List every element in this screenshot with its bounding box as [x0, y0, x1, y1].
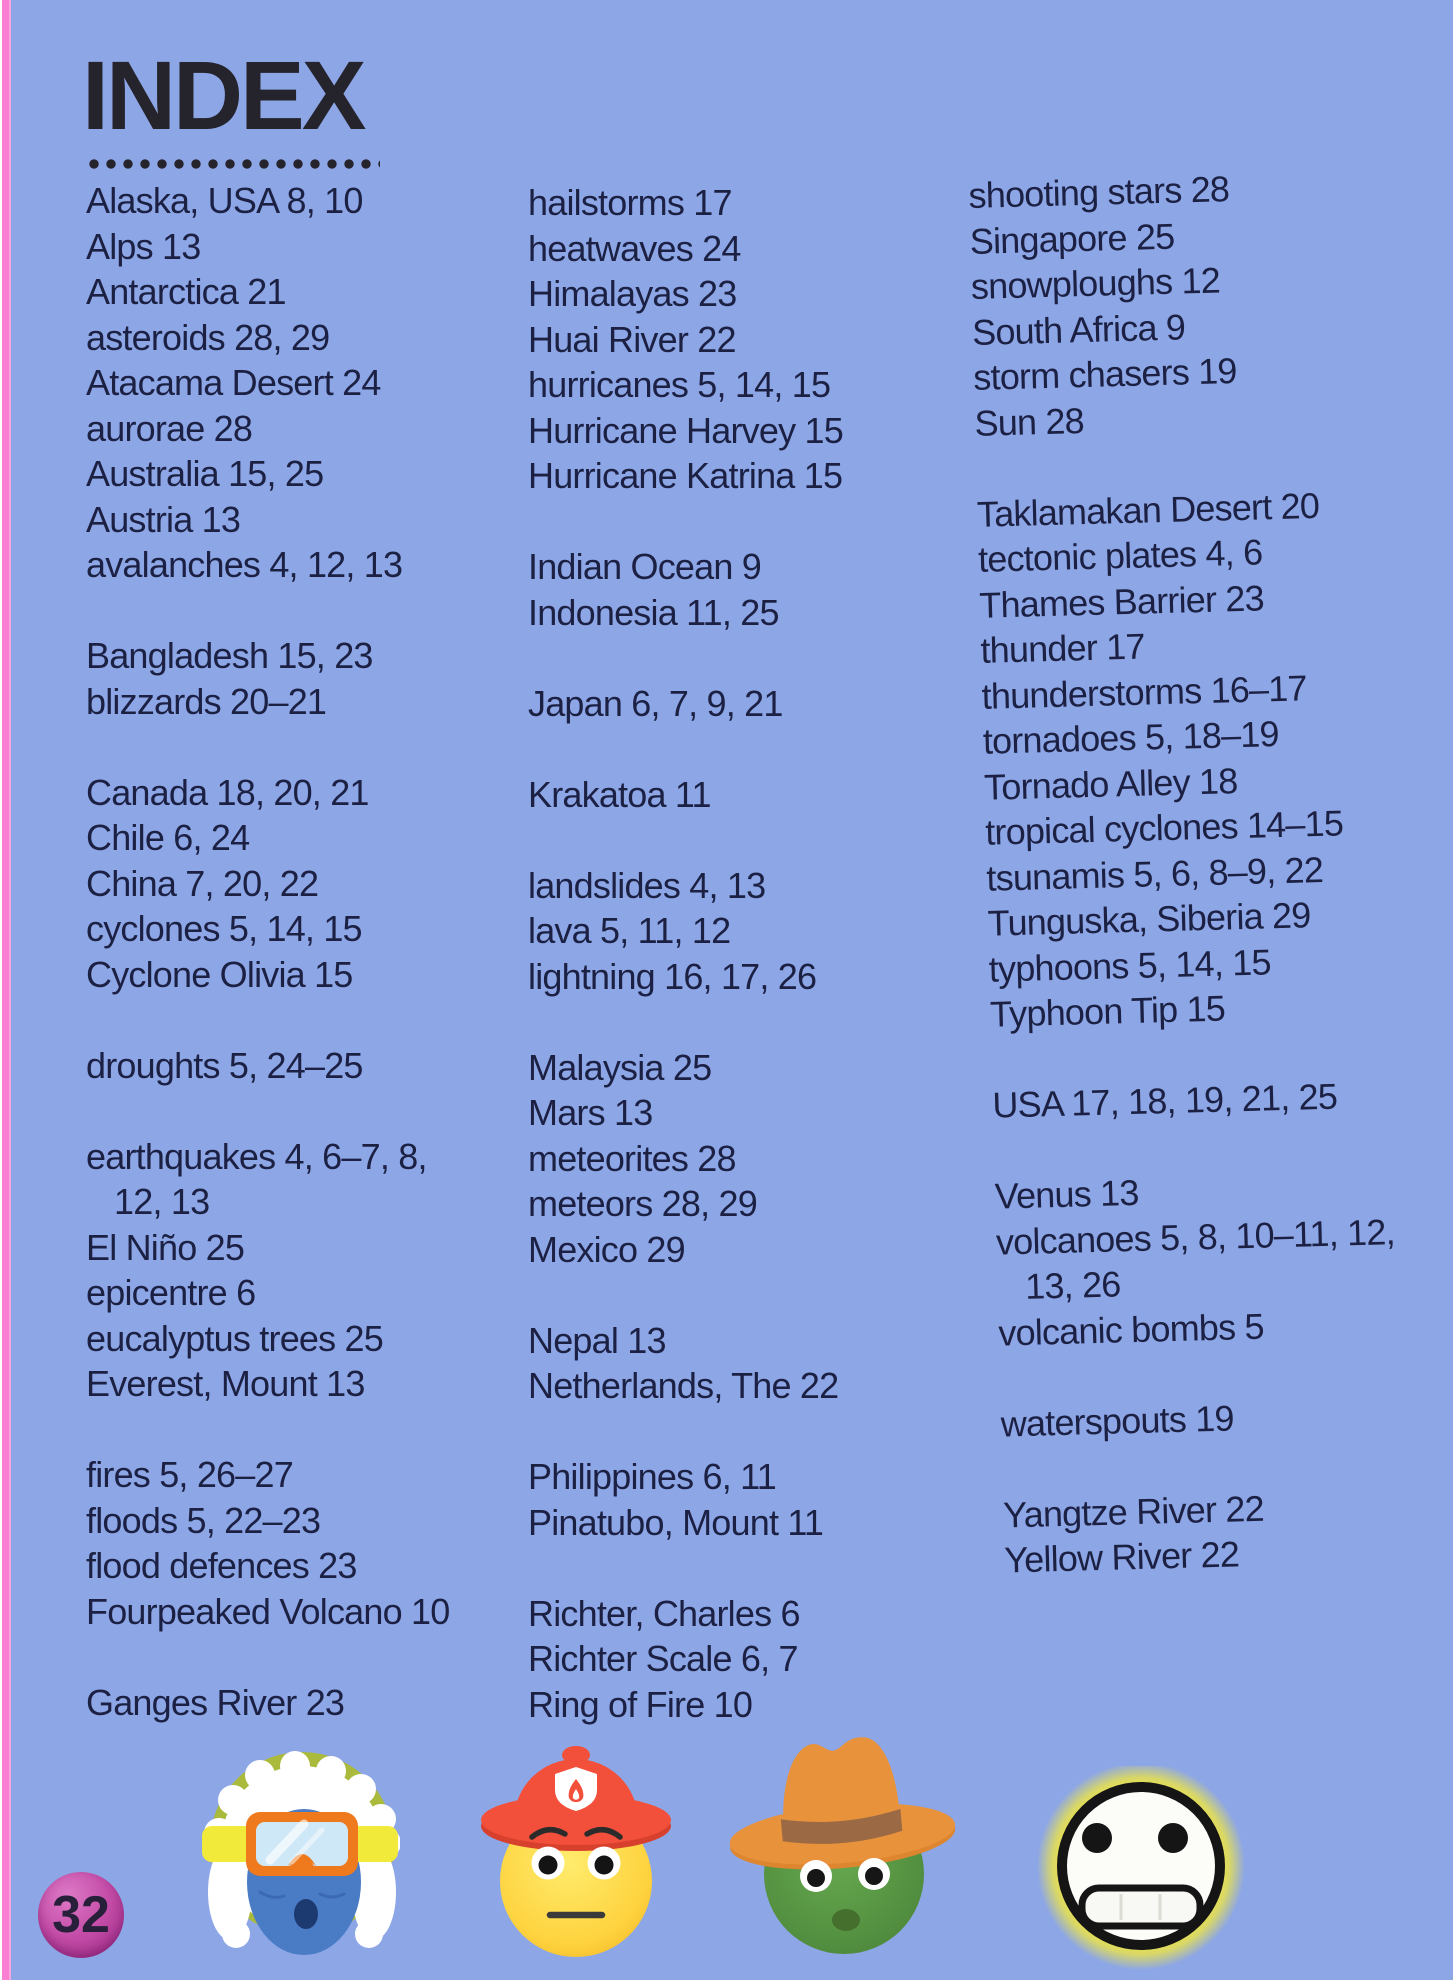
index-entry: Netherlands, The 22	[528, 1365, 839, 1406]
index-gap	[528, 499, 843, 545]
index-gap	[528, 999, 843, 1045]
index-column-2	[528, 180, 843, 1727]
index-entry: China 7, 20, 22	[86, 862, 319, 904]
index-entry: storm chasers 19	[972, 350, 1238, 398]
index-entry: landslides 4, 13	[528, 864, 766, 906]
index-entry: snowploughs 12	[970, 259, 1221, 307]
index-entry: lava 5, 11, 12	[528, 910, 731, 951]
page-number: 32	[52, 1886, 110, 1944]
index-entry: shooting stars 28	[968, 168, 1230, 216]
index-entry: Taklamakan Desert 20	[976, 484, 1320, 535]
index-entry: Cyclone Olivia 15	[86, 953, 353, 995]
glowing-grimace-face-icon	[1020, 1766, 1260, 1978]
index-entry: Austria 13	[86, 498, 241, 540]
index-entry: Alps 13	[86, 225, 201, 267]
index-entry: heatwaves 24	[528, 227, 741, 269]
index-gap	[528, 1545, 843, 1591]
index-entry: Indonesia 11, 25	[528, 591, 779, 633]
index-gap	[528, 726, 843, 772]
index-entry: Yellow River 22	[1003, 1533, 1240, 1581]
index-entry: meteors 28, 29	[528, 1183, 757, 1224]
index-entry: 13, 26	[1024, 1263, 1121, 1307]
index-entry: aurorae 28	[86, 407, 253, 449]
index-entry: Everest, Mount 13	[86, 1363, 365, 1404]
index-gap	[528, 1409, 843, 1455]
index-gap	[86, 724, 450, 770]
index-entry: thunder 17	[979, 625, 1146, 671]
index-entry: Hurricane Harvey 15	[528, 409, 843, 451]
index-entry: Bangladesh 15, 23	[86, 635, 373, 676]
index-entry: waterspouts 19	[1000, 1396, 1235, 1445]
index-entry: volcanic bombs 5	[997, 1305, 1265, 1354]
index-entry: Atacama Desert 24	[86, 362, 381, 403]
index-entry: meteorites 28	[528, 1137, 736, 1179]
index-entry: tectonic plates 4, 6	[977, 531, 1263, 580]
index-entry: Mars 13	[528, 1092, 653, 1133]
index-gap	[86, 1634, 450, 1680]
index-entry: volcanoes 5, 8, 10–11, 12,	[995, 1210, 1396, 1263]
index-entry: Indian Ocean 9	[528, 546, 761, 587]
index-entry: epicentre 6	[86, 1272, 256, 1313]
index-entry: Australia 15, 25	[86, 453, 324, 494]
index-entry: Venus 13	[994, 1171, 1140, 1217]
index-entry: avalanches 4, 12, 13	[86, 544, 403, 585]
index-entry: Philippines 6, 11	[528, 1456, 776, 1497]
index-entry: Alaska, USA 8, 10	[86, 180, 363, 221]
index-column-3	[968, 163, 1404, 1583]
index-entry: Himalayas 23	[528, 273, 737, 314]
green-cowboy-hat-face-icon	[722, 1722, 962, 1962]
index-entry: Typhoon Tip 15	[989, 987, 1226, 1035]
arctic-explorer-goggles-face-icon	[200, 1742, 400, 1972]
index-entry: cyclones 5, 14, 15	[86, 908, 362, 949]
index-entry: hurricanes 5, 14, 15	[528, 364, 831, 405]
index-entry: Chile 6, 24	[86, 817, 250, 858]
index-entry: Japan 6, 7, 9, 21	[528, 682, 783, 724]
index-entry: El Niño 25	[86, 1226, 245, 1268]
index-entry: Yangtze River 22	[1002, 1487, 1265, 1536]
index-entry: flood defences 23	[86, 1545, 357, 1586]
index-entry: Hurricane Katrina 15	[528, 455, 843, 496]
index-entry: Sun 28	[974, 399, 1085, 444]
page-number-badge	[38, 1872, 124, 1958]
index-entry: Malaysia 25	[528, 1046, 712, 1088]
index-entry: Tunguska, Siberia 29	[987, 894, 1311, 944]
title-dotted-underline	[88, 157, 380, 171]
index-entry: lightning 16, 17, 26	[528, 955, 817, 997]
index-entry: fires 5, 26–27	[86, 1454, 293, 1495]
index-entry: tropical cyclones 14–15	[984, 802, 1344, 853]
index-entry: earthquakes 4, 6–7, 8,	[86, 1135, 427, 1177]
index-entry: 12, 13	[114, 1181, 210, 1222]
index-entry: Canada 18, 20, 21	[86, 771, 369, 813]
index-entry: typhoons 5, 14, 15	[988, 940, 1272, 990]
index-entry: Huai River 22	[528, 318, 736, 360]
index-entry: thunderstorms 16–17	[981, 666, 1308, 717]
index-entry: Tornado Alley 18	[983, 759, 1238, 808]
index-entry: Ring of Fire 10	[528, 1683, 753, 1725]
index-entry: Richter Scale 6, 7	[528, 1638, 798, 1679]
index-gap	[86, 1088, 450, 1134]
index-gap	[528, 635, 843, 681]
index-gap	[86, 1407, 450, 1453]
index-entry: blizzards 20–21	[86, 680, 327, 722]
index-entry: Thames Barrier 23	[978, 576, 1265, 626]
index-entry: Pinatubo, Mount 11	[528, 1501, 824, 1543]
index-entry: South Africa 9	[971, 305, 1186, 353]
index-gap	[86, 588, 450, 634]
index-entry: eucalyptus trees 25	[86, 1317, 383, 1359]
index-entry: Ganges River 23	[86, 1681, 345, 1723]
page-edge-stripe	[0, 0, 11, 1980]
index-entry: Krakatoa 11	[528, 773, 711, 815]
page-title: INDEX	[82, 41, 364, 150]
index-entry: USA 17, 18, 19, 21, 25	[991, 1075, 1338, 1126]
index-entry: tornadoes 5, 18–19	[982, 713, 1280, 762]
index-entry: Fourpeaked Volcano 10	[86, 1590, 450, 1632]
index-column-1	[86, 178, 450, 1725]
index-entry: Richter, Charles 6	[528, 1592, 800, 1634]
index-entry: droughts 5, 24–25	[86, 1044, 363, 1086]
index-gap	[528, 1272, 843, 1318]
index-entry: Mexico 29	[528, 1228, 685, 1270]
index-gap	[86, 997, 450, 1043]
index-entry: Nepal 13	[528, 1319, 666, 1361]
index-entry: Antarctica 21	[86, 271, 286, 312]
index-entry: tsunamis 5, 6, 8–9, 22	[985, 848, 1324, 899]
index-entry: asteroids 28, 29	[86, 316, 330, 358]
index-gap	[528, 817, 843, 863]
index-entry: Singapore 25	[969, 215, 1175, 262]
firefighter-helmet-face-icon	[478, 1723, 674, 1963]
index-entry: hailstorms 17	[528, 182, 732, 223]
index-entry: floods 5, 22–23	[86, 1499, 321, 1541]
